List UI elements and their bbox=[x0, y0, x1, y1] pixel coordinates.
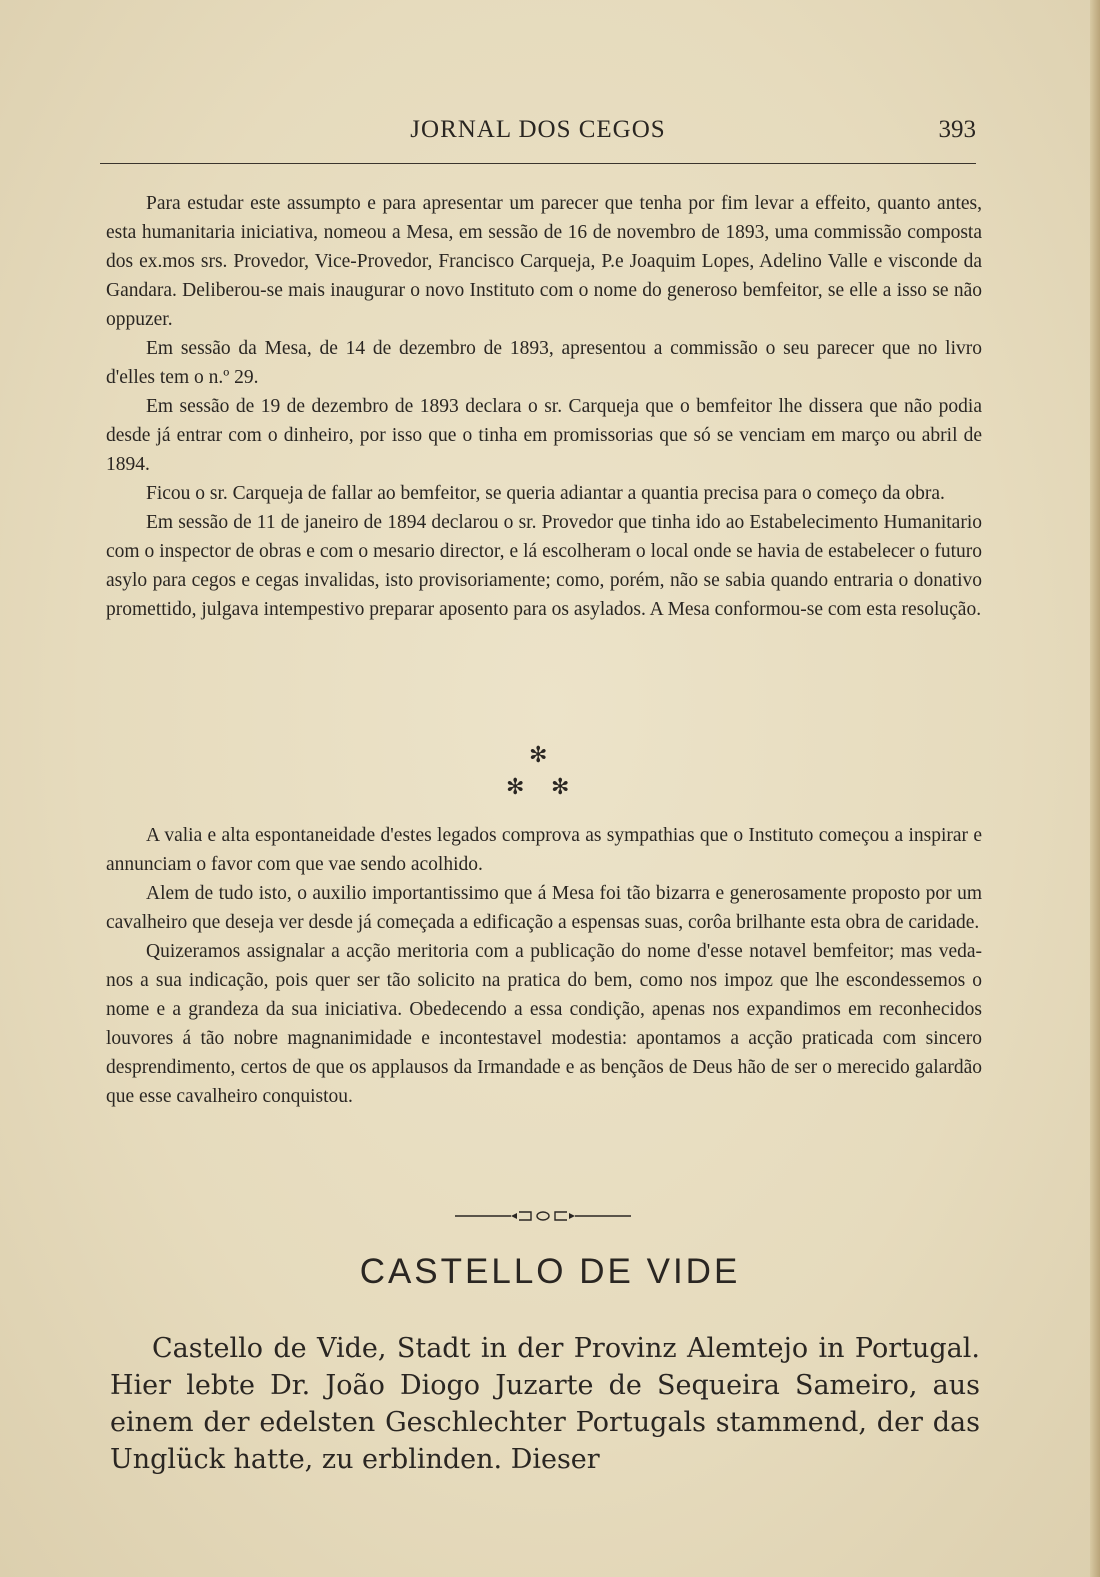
article-body-part-2 bbox=[106, 821, 982, 1111]
asterism-star-icon: ✻ bbox=[551, 774, 570, 799]
paragraph: Ficou o sr. Carqueja de fallar ao bemfeitor, se queria adiantar a quantia precisa para o começo da obra. bbox=[146, 483, 945, 504]
paragraph: Em sessão de 11 de janeiro de 1894 declarou o sr. Provedor que tinha ido ao Estabelecimento Humanitario com o inspector de obras e com o mesario director, e lá escolheram o local onde se havia de estabelecer o futuro asylo para cegos e cegas invalidas, isto provisoriamente; como, porém, não se sabia quando entraria o donativo promettido, julgava intempestivo preparar aposento para os asylados. A Mesa conformou-se com esta resolução. bbox=[106, 512, 982, 620]
section-title: CASTELLO DE VIDE bbox=[359, 1252, 741, 1291]
asterism-divider bbox=[0, 738, 1100, 808]
asterism-star-icon: ✻ bbox=[529, 742, 548, 767]
asterism-star-icon: ✻ bbox=[506, 774, 525, 799]
page-number: 393 bbox=[938, 116, 976, 143]
paragraph: Castello de Vide, Stadt in der Provinz Alemtejo in Portugal. Hier lebte Dr. João Diogo Juzarte de Sequeira Sameiro, aus einem der edelsten Geschlechter Portugals stammend, der das Unglück hatte, zu erblinden. Dieser bbox=[110, 1333, 980, 1475]
paragraph: Quizeramos assignalar a acção meritoria com a publicação do nome d'esse notavel bemfeitor; mas veda-nos a sua indicação, pois quer ser tão solicito na pratica do bem, como nos impoz que lhe escondessemos o nome e a grandeza da sua iniciativa. Obedecendo a essa condição, apenas nos expandimos em reconhecidos louvores á tão nobre magnanimidade e incontestavel modestia: apontamos a acção praticada com sincero desprendimento, certos de que os applausos da Irmandade e as bençãos de Deus hão de ser o merecido galardão que esse cavalheiro conquistou. bbox=[106, 941, 982, 1107]
page-header bbox=[100, 116, 976, 156]
header-rule bbox=[100, 163, 976, 164]
paragraph: Alem de tudo isto, o auxilio importantissimo que á Mesa foi tão bizarra e generosamente proposto por um cavalheiro que deseja ver desde já começada a edificação a espensas suas, corôa brilhante esta obra de caridade. bbox=[106, 883, 982, 933]
running-title: JORNAL DOS CEGOS bbox=[410, 116, 666, 143]
paragraph: Em sessão de 19 de dezembro de 1893 declara o sr. Carqueja que o bemfeitor lhe dissera que não podia desde já entrar com o dinheiro, por isso que o tinha em promissorias que só se venciam em março ou abril de 1894. bbox=[106, 396, 982, 475]
german-text bbox=[110, 1330, 980, 1478]
article-body-part-1 bbox=[106, 189, 982, 624]
paragraph: Em sessão da Mesa, de 14 de dezembro de 1893, apresentou a commissão o seu parecer que no livro d'elles tem o n.º 29. bbox=[106, 338, 982, 388]
paragraph: Para estudar este assumpto e para apresentar um parecer que tenha por fim levar a effeito, quanto antes, esta humanitaria iniciativa, nomeou a Mesa, em sessão de 16 de novembro de 1893, uma commissão composta dos ex.mos srs. Provedor, Vice-Provedor, Francisco Carqueja, P.e Joaquim Lopes, Adelino Valle e visconde da Gandara. Deliberou-se mais inaugurar o novo Instituto com o nome do generoso bemfeitor, se elle a isso se não oppuzer. bbox=[106, 193, 982, 330]
ornamental-rule-icon bbox=[455, 1211, 631, 1221]
paragraph: A valia e alta espontaneidade d'estes legados comprova as sympathias que o Instituto começou a inspirar e annunciam o favor com que vae sendo acolhido. bbox=[106, 825, 982, 875]
